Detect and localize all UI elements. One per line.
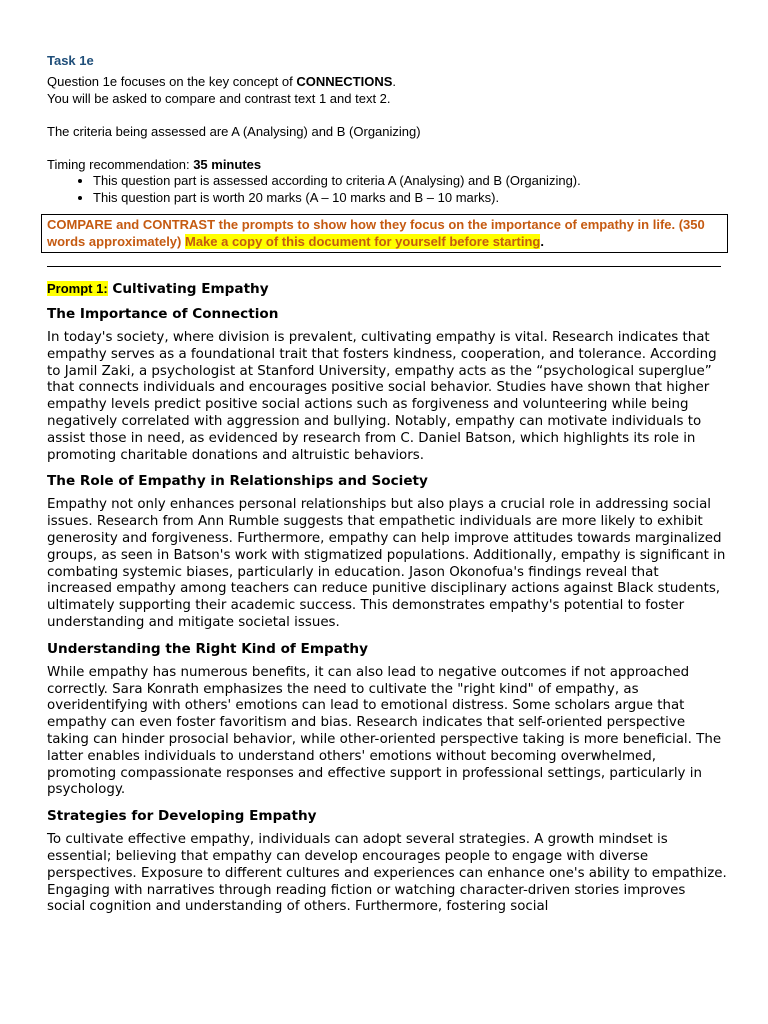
section-body: While empathy has numerous benefits, it can also lead to negative outcomes if not approached correctly. Sara Konrath emphasizes the need to cultivate the "right kind" of empathy, as overidentifying with others' emotions can lead to emotional distress. Some scholars argue that empathy can even foster favoritism and bias. Research indicates that self-oriented perspective taking can hinder prosocial behavior, while other-oriented perspective taking is more beneficial. The latter enables individuals to understand others' emotions without becoming overwhelmed, promoting compassionate responses and effective support in professional settings, particularly in psychology. <box>47 664 722 798</box>
prompt-title: Cultivating Empathy <box>107 281 269 297</box>
copy-document-note: Make a copy of this document for yourself before starting <box>184 233 541 249</box>
section-heading: Strategies for Developing Empathy <box>47 808 317 825</box>
section-body: To cultivate effective empathy, individuals can adopt several strategies. A growth mindset is essential; believing that empathy can develop encourages people to engage with diverse perspectives. Exposure to different cultures and experiences can enhance one's ability to empathize. Engaging with narratives through reading fiction or watching character-driven stories improves social cognition and understanding of others. Furthermore, fostering social <box>47 832 727 915</box>
intro-line-1: Question 1e focuses on the key concept of CONNECTIONS. <box>47 74 397 89</box>
intro-line-2: You will be asked to compare and contrast text 1 and text 2. <box>47 90 391 106</box>
key-concept: CONNECTIONS <box>296 74 393 89</box>
prompt-content <box>47 280 727 924</box>
prompt-heading <box>47 280 727 298</box>
prompt-label: Prompt 1: <box>47 281 108 296</box>
section-heading: Understanding the Right Kind of Empathy <box>47 640 368 657</box>
section-body: Empathy not only enhances personal relationships but also plays a crucial role in addressing social issues. Research from Ann Rumble suggests that empathetic individuals are more likely to exhibit generosity and forgiveness. Furthermore, empathy can help improve attitudes towards marginalized groups, as seen in Batson's work with stigmatized populations. Additionally, empathy is significant in combating systemic biases, particularly in education. Jason Okonofua's findings reveal that increased empathy among teachers can reduce punitive disciplinary actions against Black students, ultimately supporting their academic success. This demonstrates empathy's potential to foster understanding and mitigate societal issues. <box>47 497 726 630</box>
section-body: In today's society, where division is prevalent, cultivating empathy is vital. Research indicates that empathy serves as a foundational trait that fosters kindness, cooperation, and tolerance. According to Jamil Zaki, a psychologist at Stanford University, empathy acts as the “psychological superglue” that connects individuals and encourages positive social behavior. Studies have shown that higher empathy levels predict positive social actions such as forgiveness and volunteering while being negatively correlated with aggression and bullying. Notably, empathy can motivate individuals to assist those in need, as evidenced by research from C. Daniel Batson, which highlights its role in promoting charitable donations and altruistic behaviors. <box>47 330 717 463</box>
instruction-box: COMPARE and CONTRAST the prompts to show how they focus on the importance of empathy in life. (350 words approximately) Make a copy of this document for yourself before starting. <box>41 214 728 253</box>
timing-text: Timing recommendation: 35 minutes <box>47 156 262 172</box>
task-title: Task 1e <box>47 53 94 68</box>
timing-value: 35 minutes <box>193 156 262 172</box>
criteria-bullet: • This question part is worth 20 marks (A – 10 marks and B – 10 marks). <box>93 190 727 207</box>
horizontal-divider <box>47 266 721 267</box>
criteria-list <box>47 173 727 206</box>
criteria-bullet: • This question part is assessed according to criteria A (Analysing) and B (Organizing). <box>93 173 727 190</box>
criteria-text: The criteria being assessed are A (Analysing) and B (Organizing) <box>47 123 421 139</box>
section-heading: The Role of Empathy in Relationships and Society <box>47 473 428 490</box>
section-heading: The Importance of Connection <box>47 306 279 322</box>
task-intro <box>47 74 727 206</box>
